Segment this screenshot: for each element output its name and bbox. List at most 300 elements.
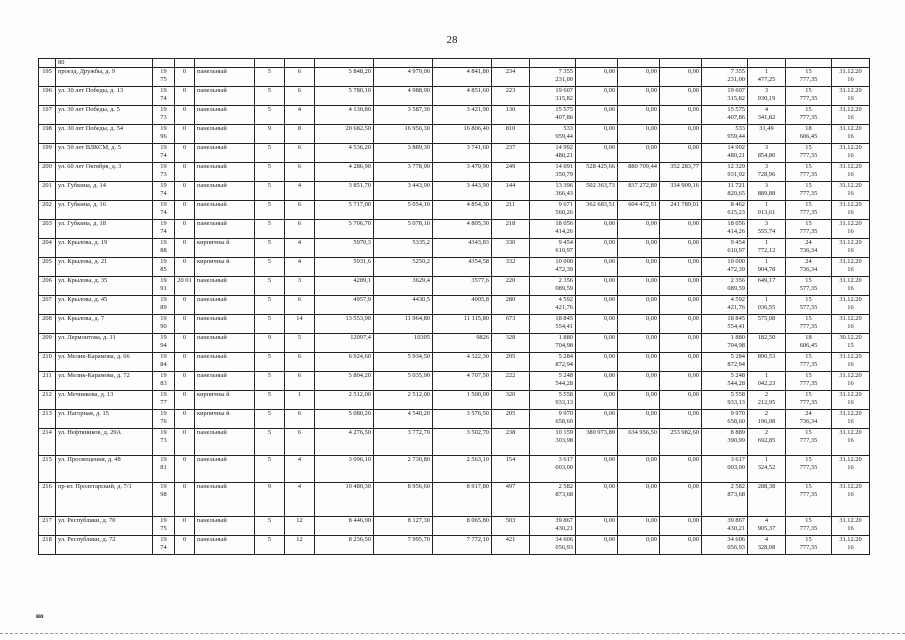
cell-line: 16 [847, 491, 854, 498]
local-funds-cell: 241 789,01 [660, 201, 702, 220]
federal-funds-cell: 0,00 [576, 517, 618, 536]
residential-area-cell: 4343,83 [433, 239, 492, 258]
cell-line: 324,52 [757, 464, 776, 471]
cell-line: 615,23 [727, 209, 745, 216]
total-area-cell: 5 706,70 [315, 220, 374, 239]
total-area-cell: 4 286,90 [315, 163, 374, 182]
max-unit-cost-cell: 15 777,35 [786, 483, 832, 517]
cell-line: 056,93 [727, 544, 745, 551]
federal-funds-cell: 0,00 [576, 239, 618, 258]
table-row [39, 258, 870, 277]
build-year-cell: 19 88 [153, 239, 175, 258]
total-area-cell: 5 780,10 [315, 87, 374, 106]
cell-line: 777,35 [799, 464, 818, 471]
cell-line: 873,68 [555, 491, 573, 498]
local-funds-cell: 0,00 [660, 277, 702, 296]
cell-line: 231,00 [555, 76, 573, 83]
building-registry-table [38, 58, 870, 555]
table-cell [195, 59, 255, 68]
cell-line: 73 [160, 114, 167, 121]
renovation-year-cell: 0 [175, 353, 195, 372]
federal-funds-cell: 0,00 [576, 106, 618, 125]
floors-cell: 5 [255, 429, 285, 456]
completion-date-cell: 31.12.20 16 [832, 296, 870, 315]
table-row [39, 144, 870, 163]
table-cell [153, 59, 175, 68]
cell-line: 88 [160, 247, 167, 254]
residents-cell: 503 [492, 517, 530, 536]
row-number-cell: 213 [39, 410, 56, 429]
floors-cell: 5 [255, 182, 285, 201]
cell-line: 366,43 [555, 190, 573, 197]
cell-line: 16 [847, 228, 854, 235]
federal-funds-cell: 502 363,73 [576, 182, 618, 201]
federal-funds-cell: 0,00 [576, 125, 618, 144]
cell-line: 76 [160, 418, 167, 425]
premises-area-cell: 5 054,10 [374, 201, 433, 220]
unit-cost-cell: 3 854,80 [748, 144, 786, 163]
floors-cell: 5 [255, 536, 285, 555]
max-unit-cost-cell: 15 777,35 [786, 87, 832, 106]
local-funds-cell: 0,00 [660, 334, 702, 353]
build-year-cell: 19 74 [153, 87, 175, 106]
cell-line: 692,85 [757, 437, 776, 444]
row-number-cell: 216 [39, 483, 56, 517]
row-number-cell: 210 [39, 353, 56, 372]
table-cell [702, 59, 748, 68]
cell-line: 873,68 [727, 491, 745, 498]
residential-area-cell: 4 805,30 [433, 220, 492, 239]
cell-line: 872,94 [727, 361, 745, 368]
cell-line: 736,34 [799, 247, 818, 254]
regional-funds-cell: 0,00 [618, 391, 660, 410]
completion-date-cell: 31.12.20 16 [832, 201, 870, 220]
regional-funds-cell: 0,00 [618, 372, 660, 391]
cell-line: 91 [160, 285, 167, 292]
total-cost-cell: 9 454 610,97 [530, 239, 576, 258]
table-row [39, 517, 870, 536]
owner-funds-cell: 14 992 480,21 [702, 144, 748, 163]
floors-cell: 5 [255, 239, 285, 258]
premises-area-cell: 7 995,70 [374, 536, 433, 555]
cell-line: 16 [847, 171, 854, 178]
renovation-year-cell: 0 [175, 483, 195, 517]
table-row [39, 201, 870, 220]
owner-funds-cell: 39 867 430,21 [702, 517, 748, 536]
address-cell: ул. Республики, д. 72 [56, 536, 153, 555]
cell-line: 610,97 [555, 247, 573, 254]
residential-area-cell: 3 576,50 [433, 410, 492, 429]
total-cost-cell: 3 617 003,00 [530, 456, 576, 483]
completion-date-cell: 31.12.20 16 [832, 144, 870, 163]
completion-date-cell: 31.12.20 16 [832, 456, 870, 483]
wall-material-cell: панельный [195, 87, 255, 106]
build-year-cell: 19 73 [153, 429, 175, 456]
entrances-cell: 6 [285, 410, 315, 429]
build-year-cell: 19 77 [153, 391, 175, 410]
regional-funds-cell: 634 956,50 [618, 429, 660, 456]
local-funds-cell: 0,00 [660, 106, 702, 125]
cell-line: 73 [160, 171, 167, 178]
cell-line: 196,08 [757, 418, 776, 425]
row-number-cell: 197 [39, 106, 56, 125]
cell-line: 606,45 [799, 342, 818, 349]
cell-line: 16 [847, 525, 854, 532]
completion-date-cell: 31.12.20 16 [832, 68, 870, 87]
table-cell [492, 59, 530, 68]
max-unit-cost-cell: 24 736,34 [786, 410, 832, 429]
regional-funds-cell: 0,00 [618, 536, 660, 555]
completion-date-cell: 31.12.20 16 [832, 483, 870, 517]
cell-line: 089,59 [727, 285, 745, 292]
federal-funds-cell: 380 973,89 [576, 429, 618, 456]
entrances-cell: 12 [285, 517, 315, 536]
residents-cell: 154 [492, 456, 530, 483]
residents-cell: 280 [492, 296, 530, 315]
build-year-cell: 19 75 [153, 517, 175, 536]
cell-line: 777,35 [799, 380, 818, 387]
federal-funds-cell: 362 683,51 [576, 201, 618, 220]
owner-funds-cell: 12 329 931,92 [702, 163, 748, 182]
cell-line: 480,21 [555, 152, 573, 159]
total-area-cell: 6 924,60 [315, 353, 374, 372]
entrances-cell: 6 [285, 144, 315, 163]
wall-material-cell: панельный [195, 201, 255, 220]
residents-cell: 220 [492, 277, 530, 296]
max-unit-cost-cell: 15 777,35 [786, 182, 832, 201]
cell-line: 16 [847, 95, 854, 102]
total-cost-cell: 10 159 303,98 [530, 429, 576, 456]
address-cell: ул. Лермонтова, д. 11 [56, 334, 153, 353]
table-row [39, 106, 870, 125]
owner-funds-cell: 18 845 554,41 [702, 315, 748, 334]
address-cell: ул. Мелик-Карамова, д. 66 [56, 353, 153, 372]
residents-cell: 205 [492, 353, 530, 372]
cell-line: 480,21 [727, 152, 745, 159]
local-funds-cell: 0,00 [660, 125, 702, 144]
table-cell [315, 59, 374, 68]
wall-material-cell: панельный [195, 125, 255, 144]
total-area-cell: 5931,6 [315, 258, 374, 277]
cell-line: 16 [847, 437, 854, 444]
unit-cost-cell: 1 324,52 [748, 456, 786, 483]
cell-line: 94 [160, 342, 167, 349]
cell-line: 777,35 [799, 114, 818, 121]
cell-line: 777,35 [799, 525, 818, 532]
cell-line: 736,34 [799, 266, 818, 273]
max-unit-cost-cell: 24 736,34 [786, 258, 832, 277]
local-funds-cell: 0,00 [660, 68, 702, 87]
unit-cost-cell: 3 555,74 [748, 220, 786, 239]
residents-cell: 223 [492, 87, 530, 106]
cell-line: 16 [847, 190, 854, 197]
local-funds-cell: 352 283,77 [660, 163, 702, 182]
renovation-year-cell: 0 [175, 296, 195, 315]
entrances-cell: 6 [285, 87, 315, 106]
total-area-cell: 3 096,10 [315, 456, 374, 483]
premises-area-cell: 4430,5 [374, 296, 433, 315]
total-cost-cell: 34 606 056,93 [530, 536, 576, 555]
table-cell [832, 59, 870, 68]
cell-line: 16 [847, 304, 854, 311]
regional-funds-cell: 0,00 [618, 220, 660, 239]
regional-funds-cell: 0,00 [618, 87, 660, 106]
cell-line: 904,78 [757, 266, 776, 273]
total-area-cell: 20 682,50 [315, 125, 374, 144]
premises-area-cell: 5 035,90 [374, 372, 433, 391]
federal-funds-cell: 0,00 [576, 144, 618, 163]
renovation-year-cell: 0 [175, 456, 195, 483]
owner-funds-cell: 8 889 390,99 [702, 429, 748, 456]
residents-cell: 222 [492, 372, 530, 391]
address-cell: ул. Губкина, д. 14 [56, 182, 153, 201]
cell-line: 74 [160, 152, 167, 159]
wall-material-cell: панельный [195, 353, 255, 372]
regional-funds-cell: 604 472,51 [618, 201, 660, 220]
local-funds-cell: 0,00 [660, 372, 702, 391]
table-row [39, 483, 870, 517]
build-year-cell: 19 84 [153, 353, 175, 372]
table-row [39, 429, 870, 456]
build-year-cell: 19 74 [153, 220, 175, 239]
local-funds-cell: 0,00 [660, 258, 702, 277]
cell-line: 606,45 [799, 133, 818, 140]
owner-funds-cell: 5 558 933,13 [702, 391, 748, 410]
max-unit-cost-cell: 15 577,35 [786, 277, 832, 296]
address-cell: ул. 30 лет Победы, д. 54 [56, 125, 153, 144]
floors-cell: 5 [255, 315, 285, 334]
build-year-cell: 19 83 [153, 372, 175, 391]
address-cell: ул. Крылова, д. 35 [56, 277, 153, 296]
cell-line: 73 [160, 437, 167, 444]
local-funds-cell: 253 982,60 [660, 429, 702, 456]
residents-cell: 238 [492, 429, 530, 456]
residential-area-cell: 11 115,80 [433, 315, 492, 334]
completion-date-cell: 31.12.20 16 [832, 517, 870, 536]
residents-cell: 497 [492, 483, 530, 517]
premises-area-cell: 5335,2 [374, 239, 433, 258]
cell-line: 777,35 [799, 361, 818, 368]
premises-area-cell: 8 956,60 [374, 483, 433, 517]
row-number-cell: 215 [39, 456, 56, 483]
entrances-cell: 5 [285, 334, 315, 353]
cell-line: 777,35 [799, 76, 818, 83]
regional-funds-cell: 0,00 [618, 517, 660, 536]
owner-funds-cell: 9 970 658,60 [702, 410, 748, 429]
wall-material-cell: панельный [195, 372, 255, 391]
cell-line: 704,98 [727, 342, 745, 349]
table-row [39, 182, 870, 201]
cell-line: 931,92 [727, 171, 745, 178]
total-area-cell: 5 804,20 [315, 372, 374, 391]
floors-cell: 9 [255, 125, 285, 144]
renovation-year-cell: 0 [175, 315, 195, 334]
owner-funds-cell: 10 000 472,39 [702, 258, 748, 277]
wall-material-cell: панельный [195, 182, 255, 201]
federal-funds-cell: 0,00 [576, 68, 618, 87]
table-cell [39, 59, 56, 68]
footer-mark: но [36, 612, 44, 620]
cell-line: 16 [847, 76, 854, 83]
wall-material-cell: панельный [195, 483, 255, 517]
completion-date-cell: 31.12.20 16 [832, 536, 870, 555]
regional-funds-cell: 0,00 [618, 277, 660, 296]
cell-line: 74 [160, 190, 167, 197]
residents-cell: 211 [492, 201, 530, 220]
table-row [39, 68, 870, 87]
address-cell: ул. 30 лет Победы, д. 13 [56, 87, 153, 106]
local-funds-cell: 0,00 [660, 391, 702, 410]
row-number-cell: 195 [39, 68, 56, 87]
table-row [39, 125, 870, 144]
cell-line: 421,76 [555, 304, 573, 311]
residential-area-cell: 3 479,90 [433, 163, 492, 182]
cell-line: 90 [160, 323, 167, 330]
cell-line: 85 [160, 266, 167, 273]
row-number-cell: 200 [39, 163, 56, 182]
residents-cell: 673 [492, 315, 530, 334]
federal-funds-cell: 528 425,66 [576, 163, 618, 182]
residential-area-cell: 4005,8 [433, 296, 492, 315]
build-year-cell: 19 98 [153, 483, 175, 517]
build-year-cell: 19 73 [153, 106, 175, 125]
total-cost-cell: 4 592 421,76 [530, 296, 576, 315]
cell-line: 16 [847, 266, 854, 273]
cell-line: 777,35 [799, 437, 818, 444]
wall-material-cell: панельный [195, 296, 255, 315]
table-cell [748, 59, 786, 68]
table-row [39, 536, 870, 555]
cell-line: 341,82 [757, 114, 776, 121]
address-cell: проезд. Дружбы, д. 9 [56, 68, 153, 87]
residents-cell: 249 [492, 163, 530, 182]
floors-cell: 5 [255, 277, 285, 296]
cell-line: 036,55 [757, 304, 776, 311]
cell-line: 430,21 [727, 525, 745, 532]
wall-material-cell: панельный [195, 517, 255, 536]
cell-line: 777,35 [799, 491, 818, 498]
cell-line: 84 [160, 361, 167, 368]
cell-line: 736,34 [799, 418, 818, 425]
federal-funds-cell: 0,00 [576, 334, 618, 353]
row-number-cell: 217 [39, 517, 56, 536]
row-number-cell: 207 [39, 296, 56, 315]
unit-cost-cell: 2 212,95 [748, 391, 786, 410]
cell-line: 930,19 [757, 95, 776, 102]
table-row [39, 220, 870, 239]
floors-cell: 5 [255, 68, 285, 87]
unit-cost-cell: 4 341,82 [748, 106, 786, 125]
residential-area-cell: 16 806,40 [433, 125, 492, 144]
federal-funds-cell: 0,00 [576, 277, 618, 296]
table-cell [255, 59, 285, 68]
owner-funds-cell: 15 575 407,86 [702, 106, 748, 125]
local-funds-cell: 0,00 [660, 456, 702, 483]
regional-funds-cell: 0,00 [618, 144, 660, 163]
residents-cell: 144 [492, 182, 530, 201]
completion-date-cell: 31.12.20 16 [832, 277, 870, 296]
owner-funds-cell: 3 617 003,00 [702, 456, 748, 483]
cell-line: 777,35 [799, 209, 818, 216]
residential-area-cell: 3 421,90 [433, 106, 492, 125]
total-area-cell: 10 480,30 [315, 483, 374, 517]
entrances-cell: 6 [285, 201, 315, 220]
build-year-cell: 19 74 [153, 182, 175, 201]
unit-cost-cell: 3 889,88 [748, 182, 786, 201]
renovation-year-cell: 0 [175, 239, 195, 258]
completion-date-cell: 31.12.20 16 [832, 410, 870, 429]
wall-material-cell: панельный [195, 315, 255, 334]
renovation-year-cell: 20 01 [175, 277, 195, 296]
cell-line: 477,25 [757, 76, 776, 83]
total-cost-cell: 5 558 933,13 [530, 391, 576, 410]
renovation-year-cell: 0 [175, 163, 195, 182]
cell-line: 16 [847, 133, 854, 140]
address-cell: ул. Мечникова, д. 13 [56, 391, 153, 410]
total-cost-cell: 2 356 089,59 [530, 277, 576, 296]
address-cell: ул. Мелик-Карамова, д. 72 [56, 372, 153, 391]
federal-funds-cell: 0,00 [576, 220, 618, 239]
total-cost-cell: 14 091 350,79 [530, 163, 576, 182]
cell-line: 75 [160, 525, 167, 532]
build-year-cell: 19 74 [153, 201, 175, 220]
table-row [39, 391, 870, 410]
entrances-cell: 4 [285, 258, 315, 277]
cell-line: 544,28 [727, 380, 745, 387]
floors-cell: 5 [255, 201, 285, 220]
owner-funds-cell: 18 056 414,26 [702, 220, 748, 239]
wall-material-cell: кирпичны й [195, 258, 255, 277]
residential-area-cell: 4 854,30 [433, 201, 492, 220]
cell-line: 328,08 [757, 544, 776, 551]
renovation-year-cell: 0 [175, 68, 195, 87]
continuation-row [39, 59, 870, 68]
table-row [39, 296, 870, 315]
max-unit-cost-cell: 15 777,35 [786, 372, 832, 391]
premises-area-cell: 5 934,50 [374, 353, 433, 372]
floors-cell: 5 [255, 220, 285, 239]
registry-table-body [39, 59, 870, 555]
cell-line: 16 [847, 399, 854, 406]
floors-cell: 5 [255, 87, 285, 106]
total-cost-cell: 15 575 407,86 [530, 106, 576, 125]
build-year-cell: 19 91 [153, 277, 175, 296]
address-cell: ул. Крылова, д. 21 [56, 258, 153, 277]
local-funds-cell: 0,00 [660, 87, 702, 106]
cell-line: 350,79 [555, 171, 573, 178]
total-area-cell: 2 512,00 [315, 391, 374, 410]
regional-funds-cell: 0,00 [618, 239, 660, 258]
cell-line: 777,35 [799, 228, 818, 235]
entrances-cell: 4 [285, 182, 315, 201]
premises-area-cell: 4 540,20 [374, 410, 433, 429]
renovation-year-cell: 0 [175, 410, 195, 429]
regional-funds-cell: 0,00 [618, 353, 660, 372]
total-area-cell: 3 851,70 [315, 182, 374, 201]
premises-area-cell: 8 127,30 [374, 517, 433, 536]
cell-line: 231,00 [727, 76, 745, 83]
row-number-cell: 212 [39, 391, 56, 410]
local-funds-cell: 0,00 [660, 410, 702, 429]
wall-material-cell: панельный [195, 536, 255, 555]
regional-funds-cell: 0,00 [618, 106, 660, 125]
cell-line: 777,35 [799, 152, 818, 159]
address-cell: ул. Просвещения, д. 48 [56, 456, 153, 483]
renovation-year-cell: 0 [175, 106, 195, 125]
residential-area-cell: 4 707,50 [433, 372, 492, 391]
completion-date-cell: 31.12.20 16 [832, 239, 870, 258]
renovation-year-cell: 0 [175, 391, 195, 410]
